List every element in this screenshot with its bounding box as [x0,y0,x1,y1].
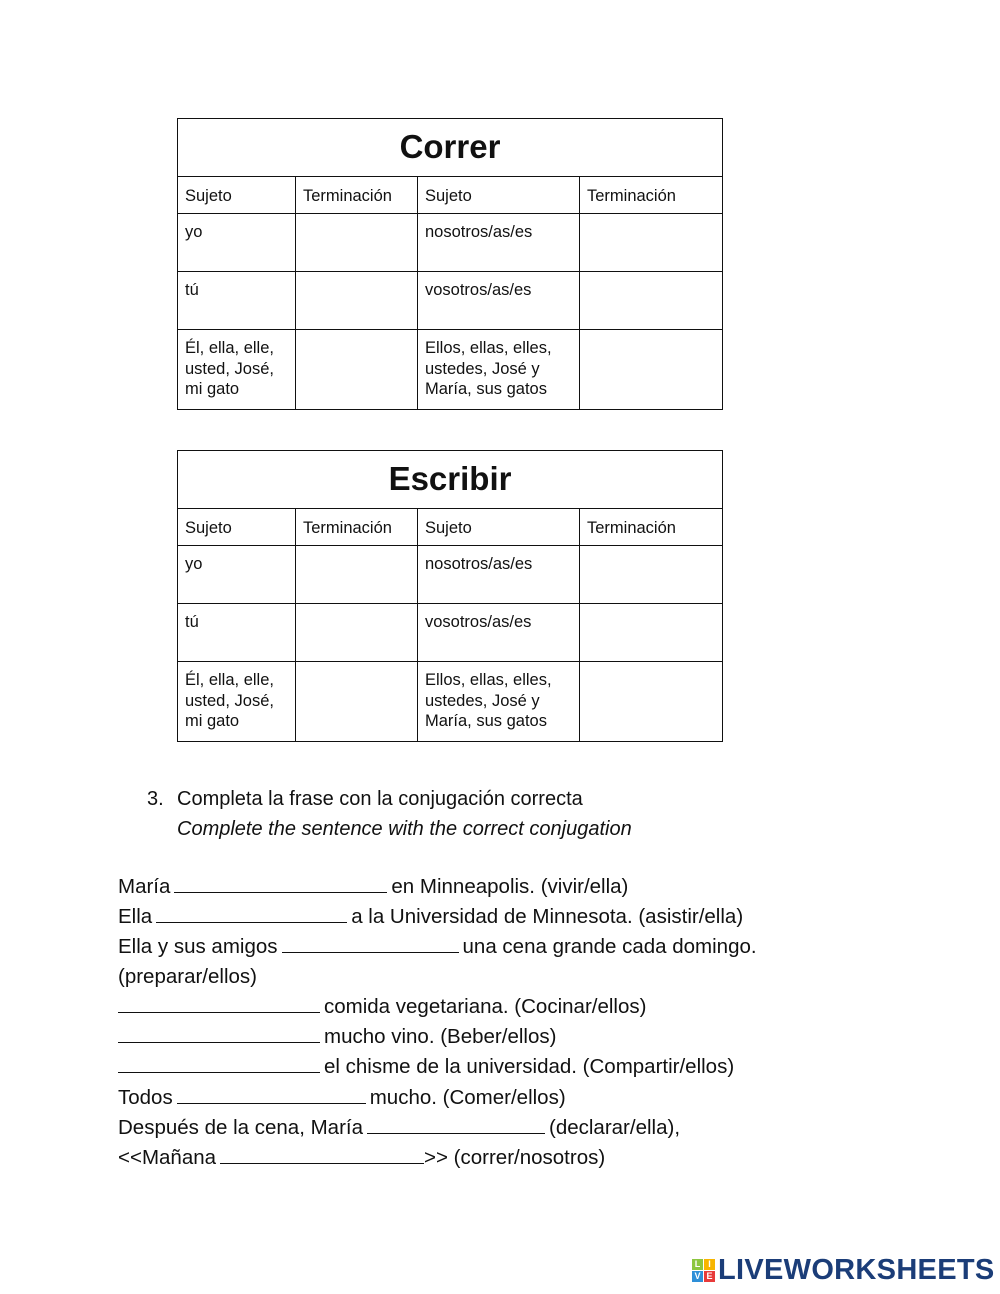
sentence-text: una cena grande cada domingo. [462,935,757,958]
sentence-text: <<Mañana [118,1146,217,1169]
ending-input-cell[interactable] [296,330,418,410]
sentence [118,1113,680,1143]
sentence [118,1143,605,1173]
subject-cell: nosotros/as/es [418,546,580,604]
header-cell: Terminación [580,509,723,546]
instruction [147,784,632,844]
answer-blank[interactable] [177,1083,366,1104]
ending-input-cell[interactable] [580,214,723,272]
sentence [118,872,628,902]
ending-input-cell[interactable] [580,604,723,662]
subject-cell: yo [178,214,296,272]
sentence [118,932,757,962]
sentence [118,1083,566,1113]
answer-blank[interactable] [156,902,347,923]
sentence-text: >> (correr/nosotros) [424,1146,606,1169]
ending-input-cell[interactable] [580,330,723,410]
sentence-text: (declarar/ella), [549,1116,681,1139]
ending-input-cell[interactable] [296,272,418,330]
sentence-text: comida vegetariana. (Cocinar/ellos) [324,995,647,1018]
header-cell: Sujeto [178,177,296,214]
header-cell: Sujeto [418,509,580,546]
ending-input-cell[interactable] [580,272,723,330]
answer-blank[interactable] [367,1113,545,1134]
logo-letter: E [704,1271,715,1282]
sentence-text: Todos [118,1086,173,1109]
liveworksheets-logo [692,1254,995,1287]
sentence [118,1052,734,1082]
sentence-continuation [118,962,257,992]
sentence-text: en Minneapolis. (vivir/ella) [391,875,629,898]
instruction-spanish: Completa la frase con la conjugación correcta [177,788,583,810]
sentence [118,992,646,1022]
subject-cell: vosotros/as/es [418,604,580,662]
escribir-table [177,450,723,742]
sentence-text: María [118,875,171,898]
answer-blank[interactable] [282,932,459,953]
answer-blank[interactable] [174,872,387,893]
correr-table [177,118,723,410]
ending-input-cell[interactable] [580,662,723,742]
header-cell: Terminación [296,177,418,214]
instruction-english: Complete the sentence with the correct conjugation [177,818,632,840]
ending-input-cell[interactable] [580,546,723,604]
subject-cell: Él, ella, elle, usted, José, mi gato [178,662,296,742]
sentence-text: (preparar/ellos) [118,965,257,988]
logo-letter: V [692,1271,703,1282]
ending-input-cell[interactable] [296,604,418,662]
subject-cell: yo [178,546,296,604]
table-title: Escribir [178,451,723,509]
header-cell: Terminación [296,509,418,546]
answer-blank[interactable] [118,1022,320,1043]
subject-cell: nosotros/as/es [418,214,580,272]
sentence-text: Después de la cena, María [118,1116,363,1139]
header-cell: Sujeto [178,509,296,546]
subject-cell: Ellos, ellas, elles, ustedes, José y María, sus gatos [418,330,580,410]
answer-blank[interactable] [118,1052,320,1073]
logo-letter: L [692,1259,703,1270]
table-title: Correr [178,119,723,177]
subject-cell: vosotros/as/es [418,272,580,330]
sentence-text: el chisme de la universidad. (Compartir/ellos) [324,1055,735,1078]
logo-icon [692,1259,715,1282]
sentence-text: mucho vino. (Beber/ellos) [324,1025,557,1048]
sentence-text: mucho. (Comer/ellos) [369,1086,566,1109]
sentence [118,1022,556,1052]
subject-cell: Él, ella, elle, usted, José, mi gato [178,330,296,410]
answer-blank[interactable] [118,992,320,1013]
ending-input-cell[interactable] [296,546,418,604]
sentence-text: a la Universidad de Minnesota. (asistir/ella) [351,905,744,928]
logo-text: LIVEWORKSHEETS [718,1254,995,1286]
sentence [118,902,743,932]
answer-blank[interactable] [220,1143,424,1164]
header-cell: Sujeto [418,177,580,214]
instruction-number: 3. [147,788,164,810]
header-cell: Terminación [580,177,723,214]
subject-cell: tú [178,272,296,330]
subject-cell: Ellos, ellas, elles, ustedes, José y María, sus gatos [418,662,580,742]
ending-input-cell[interactable] [296,662,418,742]
sentence-text: Ella [118,905,153,928]
sentence-text: Ella y sus amigos [118,935,278,958]
ending-input-cell[interactable] [296,214,418,272]
logo-letter: I [704,1259,715,1270]
subject-cell: tú [178,604,296,662]
